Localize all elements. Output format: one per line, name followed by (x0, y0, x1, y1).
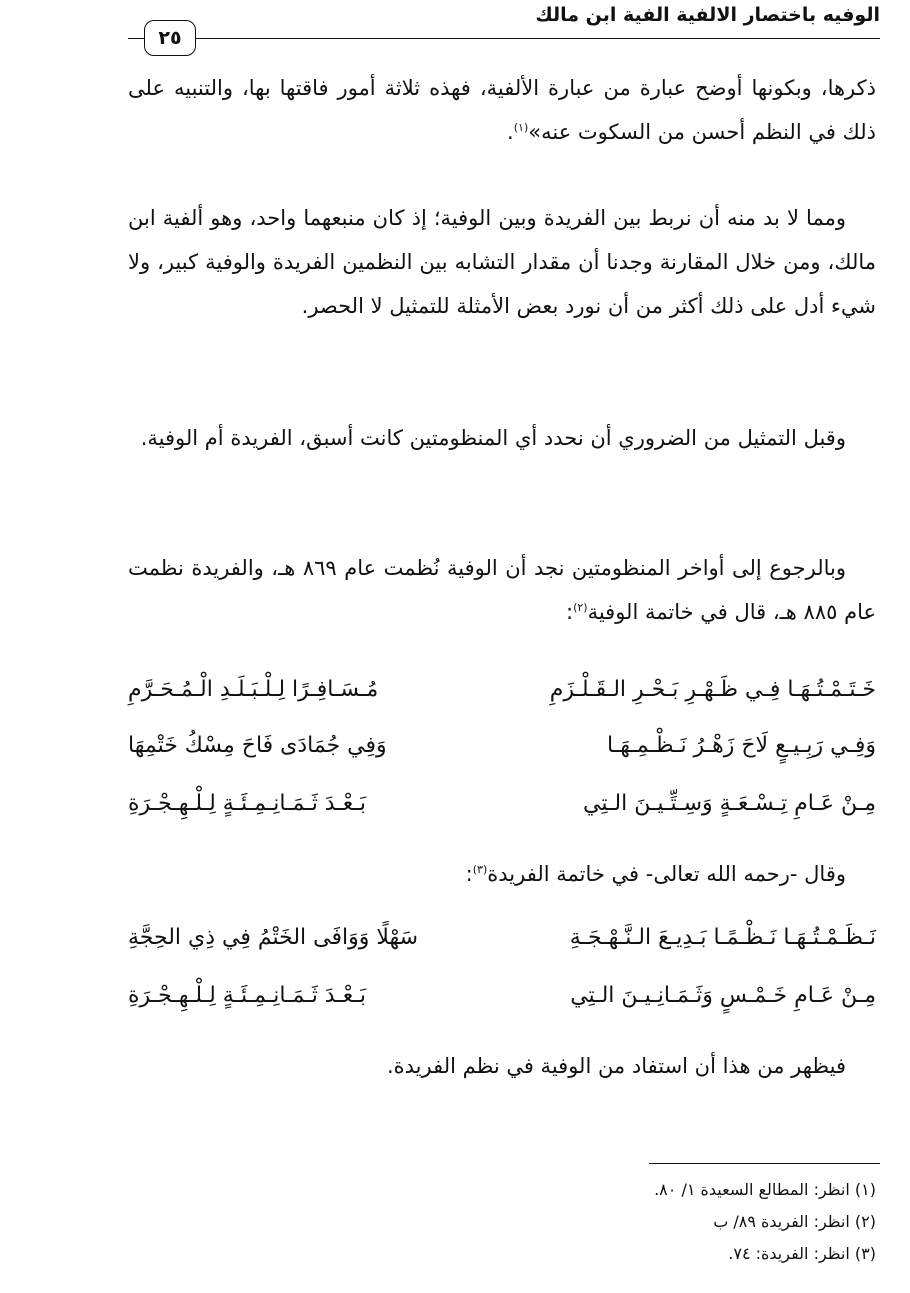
conclusion-paragraph: فيظهر من هذا أن استفاد من الوفية في نظم الفريدة. (386, 1054, 846, 1078)
verse-first-hemistich: خَـتَـمْـتُـهَـا فِـي ظَـهْـرِ بَـحْـرِ الـقَـلْـزَمِ (549, 677, 876, 702)
footnote-1: (١) انظر: المطالع السعيدة ١/ ٨٠. (654, 1180, 876, 1199)
verse-wafiya-3 (128, 780, 876, 828)
footnote-2: (٢) انظر: الفريدة ٨٩/ ب (713, 1212, 876, 1231)
verse-farida-2 (128, 972, 876, 1020)
farida-intro-text: وقال -رحمه الله تعالى- في خاتمة الفريدة (487, 862, 846, 886)
verse-wafiya-1 (128, 666, 876, 714)
page-number: ٢٥ (144, 20, 196, 56)
running-header (128, 0, 880, 52)
verse-second-hemistich: بَـعْـدَ ثَـمَـانِـمِـئَـةٍ لِـلْـهِـجْـرَةِ (128, 791, 366, 816)
footnote-ref-1: (١) (513, 121, 529, 134)
verse-second-hemistich: بَـعْـدَ ثَـمَـانِـمِـئَـةٍ لِـلْـهِـجْـرَةِ (128, 983, 366, 1008)
paragraph-3: وقبل التمثيل من الضروري أن نحدد أي المنظومتين كانت أسبق، الفريدة أم الوفية. (140, 426, 846, 450)
paragraph-2: ومما لا بد منه أن نربط بين الفريدة وبين الوفية؛ إذ كان منبعهما واحد، وهو ألفية ابن مالك، ومن خلال المقارنة وجدنا أن مقدار التشابه بين النظمين الفريدة والوفية كبير، ولا شيء أدل على ذلك أكثر من أن نورد بعض الأمثلة للتمثيل لا الحصر. (128, 206, 876, 318)
header-rule (128, 38, 880, 39)
paragraph-1 (128, 66, 876, 154)
running-title: الوفيه باختصار الالفية الفية ابن مالك (535, 4, 880, 26)
verse-first-hemistich: مِـنْ عَـامِ تِـسْـعَـةٍ وَسِـتِّـيـنَ الـتِي (583, 791, 876, 816)
verse-first-hemistich: وَفِـي رَبِـيـعٍ لَاحَ زَهْـرُ نَـظْـمِـهَـا (607, 733, 876, 758)
verse-farida-1 (128, 914, 876, 962)
footnote-ref-3: (٣) (472, 863, 488, 876)
verse-first-hemistich: مِـنْ عَـامِ خَـمْـسٍ وَثَـمَـانِـيـنَ الـتِي (570, 983, 876, 1008)
footnote-rule (649, 1163, 880, 1164)
footnote-ref-2: (٢) (573, 601, 588, 614)
paragraph-4 (128, 546, 876, 634)
verse-second-hemistich: وَفِي جُمَادَى فَاحَ مِسْكُ خَتْمِهَا (128, 733, 387, 758)
paragraph-4-tail: : (565, 600, 574, 624)
verse-first-hemistich: نَـظَـمْـتُـهَـا نَـظْـمًـا بَـدِيـعَ الـنَّـهْـجَـةِ (569, 925, 876, 950)
verse-second-hemistich: سَهْلًا وَوَافَى الخَتْمُ فِي ذِي الحِجَّةِ (128, 925, 419, 950)
farida-intro (128, 852, 876, 896)
footnote-3: (٣) انظر: الفريدة: ٧٤. (728, 1244, 876, 1263)
verse-second-hemistich: مُـسَـافِـرًا لِـلْـبَـلَـدِ الْـمُـحَـرَّمِ (128, 677, 379, 702)
verse-wafiya-2 (128, 722, 876, 770)
farida-intro-tail: : (465, 862, 473, 886)
paragraph-1-text: ذكرها، وبكونها أوضح عبارة من عبارة الألفية، فهذه ثلاثة أمور فاقتها بها، والتنبيه على ذلك في النظم أحسن من السكوت عنه» (128, 76, 876, 144)
paragraph-1-tail: . (507, 120, 514, 144)
paragraph-4-text: وبالرجوع إلى أواخر المنظومتين نجد أن الوفية نُظمت عام ٨٦٩ هـ، والفريدة نظمت عام ٨٨٥ هـ، قال في خاتمة الوفية (128, 556, 876, 624)
